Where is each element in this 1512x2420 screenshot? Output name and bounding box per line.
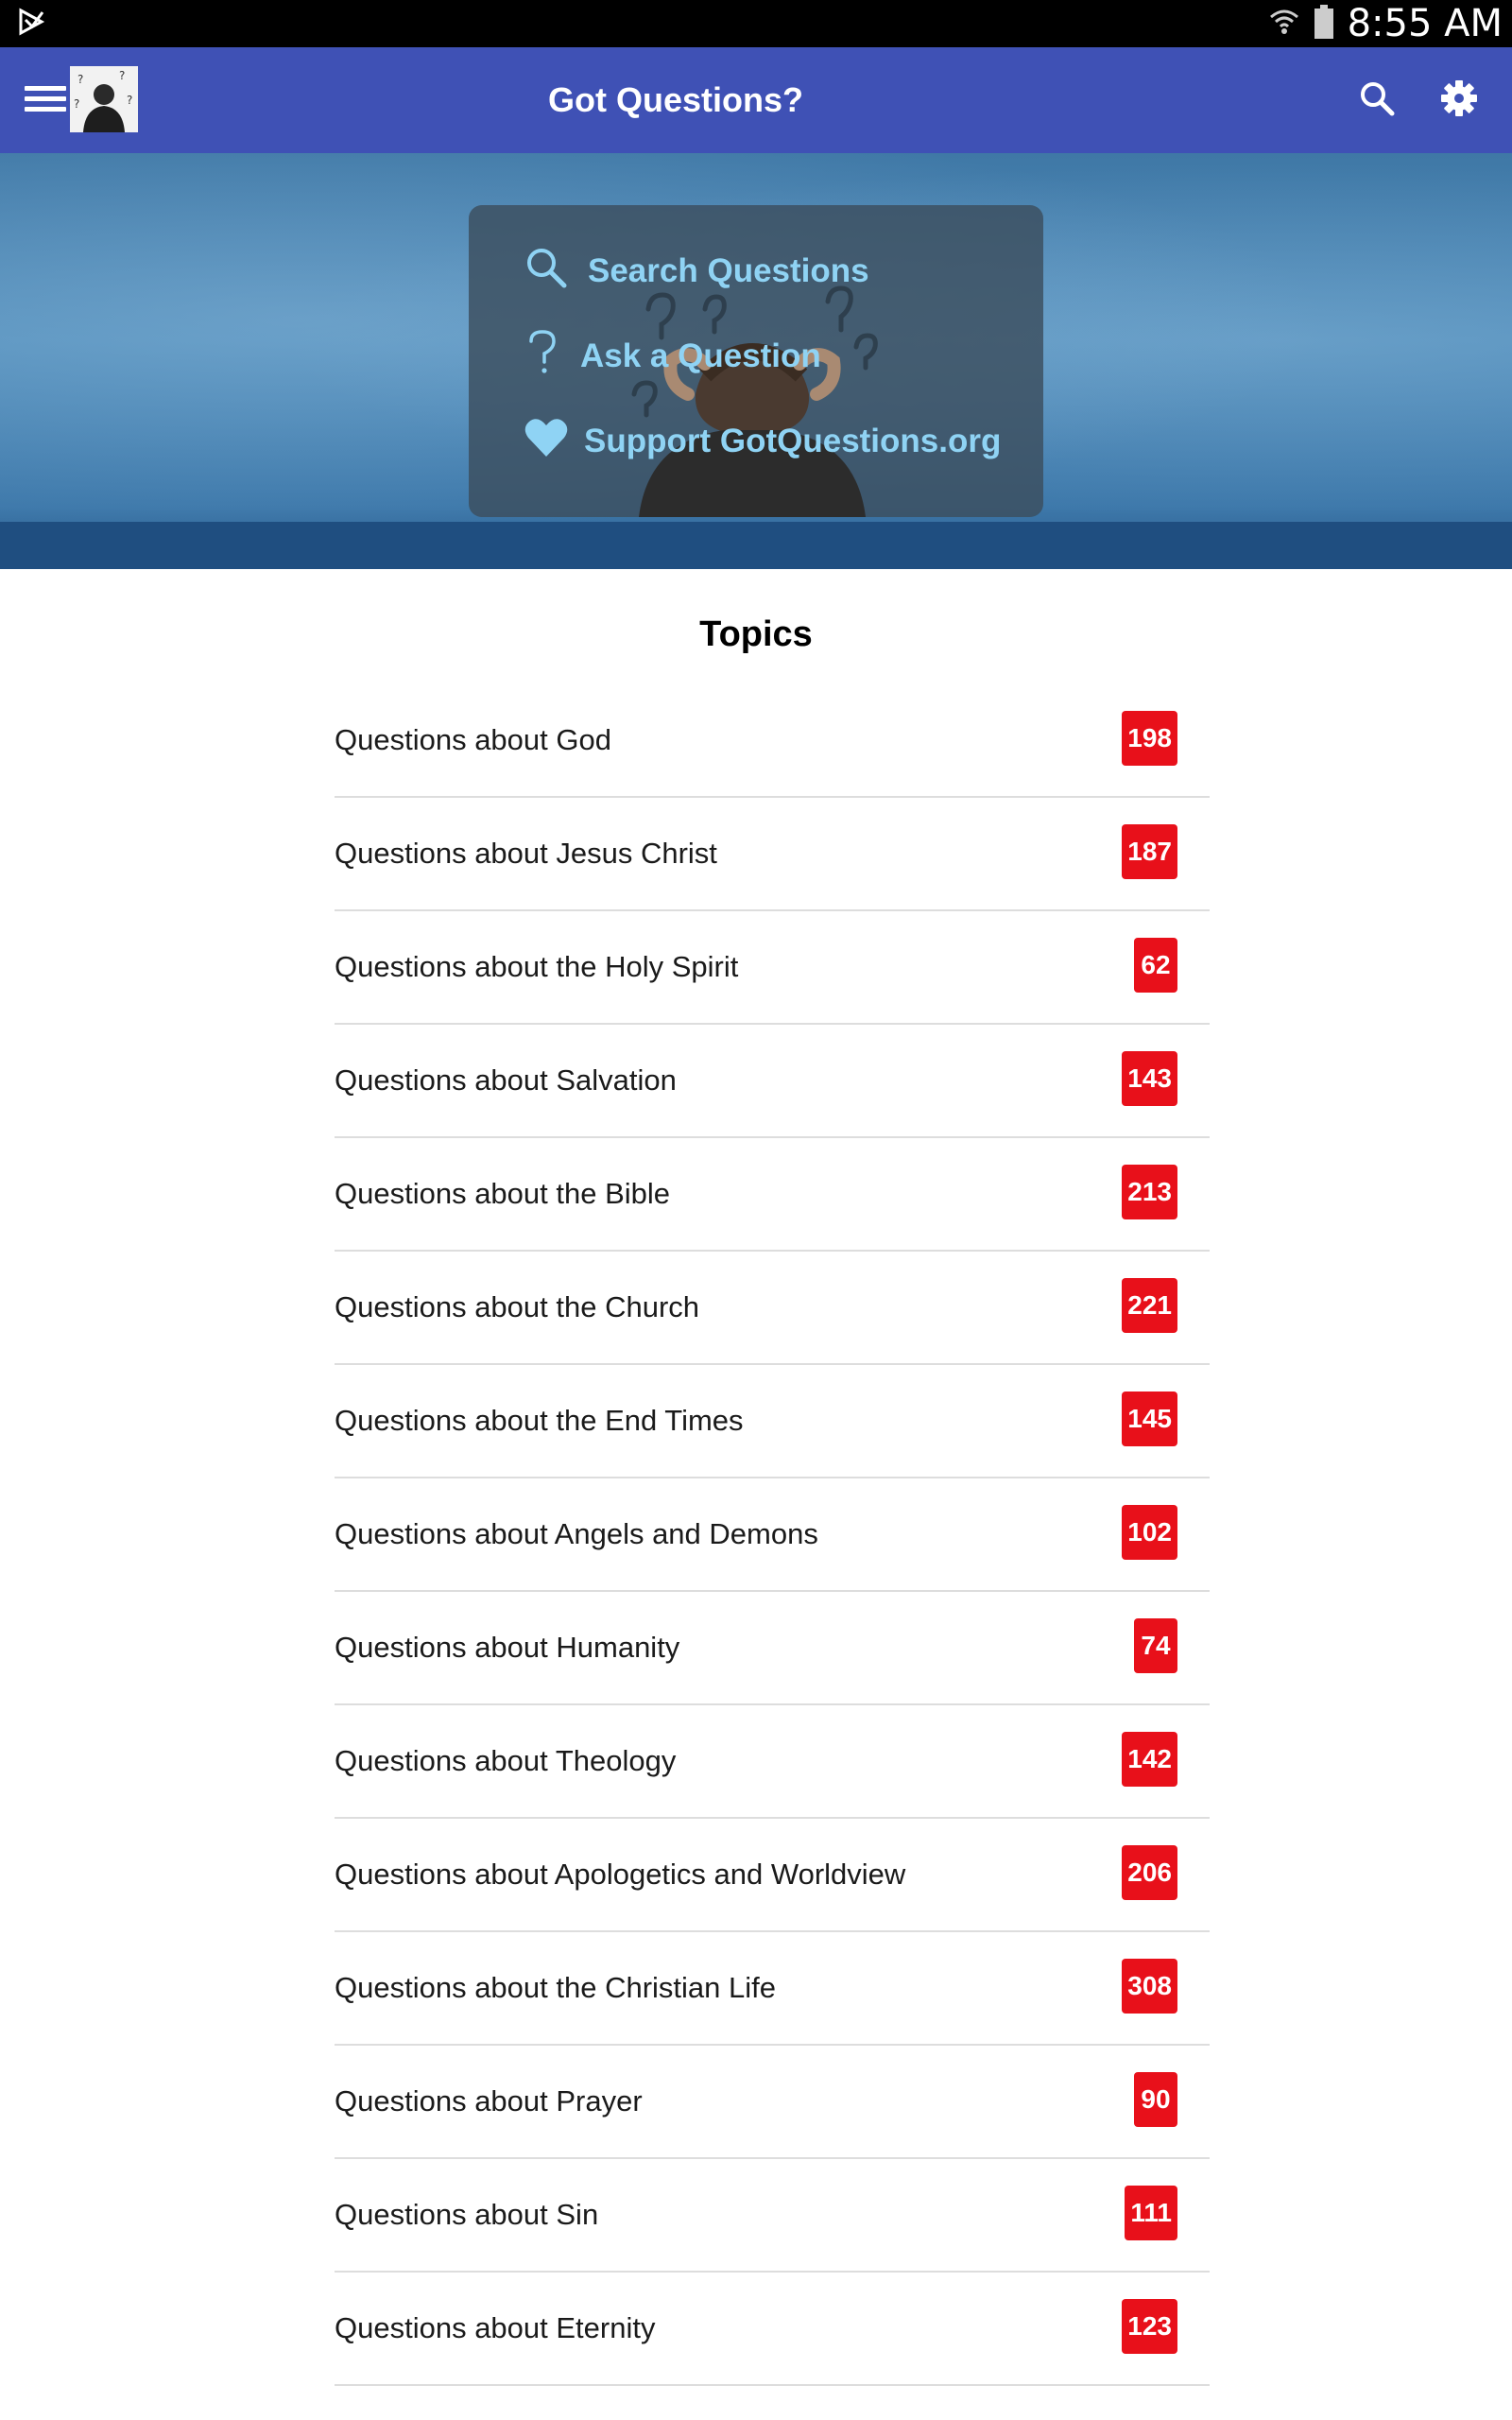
topic-list [335,684,1210,2386]
page-title: Got Questions? [548,80,803,119]
search-button[interactable] [1350,74,1403,127]
topic-count-badge: 90 [1134,2072,1177,2127]
topic-row[interactable] [335,2159,1210,2273]
svg-text:?: ? [77,73,84,86]
heart-icon [524,417,569,467]
topic-label: Questions about Humanity [335,1631,680,1664]
topic-row[interactable] [335,911,1210,1025]
hero-banner [0,153,1512,569]
settings-icon [1440,79,1478,122]
topic-label: Questions about Angels and Demons [335,1517,818,1550]
battery-icon [1314,4,1334,44]
topic-label: Questions about God [335,723,611,756]
topic-count-badge: 62 [1134,938,1177,993]
topic-count-badge: 187 [1122,824,1177,879]
topic-row[interactable] [335,1592,1210,1705]
topic-row[interactable] [335,2273,1210,2386]
topic-row[interactable] [335,1705,1210,1819]
topic-row[interactable] [335,1365,1210,1478]
topic-row[interactable] [335,2046,1210,2159]
topic-count-badge: 143 [1122,1051,1177,1106]
topic-count-badge: 213 [1122,1165,1177,1219]
topic-label: Questions about Sin [335,2198,599,2231]
topic-count-badge: 74 [1134,1618,1177,1673]
topic-label: Questions about Eternity [335,2311,656,2344]
topic-count-badge: 221 [1122,1278,1177,1333]
svg-text:?: ? [119,69,126,82]
support-label: Support GotQuestions.org [584,423,1002,459]
app-title-container [0,47,1351,153]
settings-button[interactable] [1433,74,1486,127]
search-questions-label: Search Questions [588,252,869,289]
status-time: 8:55 AM [1347,2,1503,45]
hero-panel [469,205,1043,517]
topic-row[interactable] [335,1252,1210,1365]
topic-label: Questions about the Bible [335,1177,671,1210]
topic-row[interactable] [335,1932,1210,2046]
svg-text:?: ? [74,97,80,111]
hero-band [0,522,1512,569]
topic-count-badge: 198 [1122,711,1177,766]
topic-label: Questions about the End Times [335,1404,744,1437]
topic-count-badge: 308 [1122,1959,1177,2014]
topic-label: Questions about Salvation [335,1063,677,1097]
topic-count-badge: 102 [1122,1505,1177,1560]
topic-count-badge: 123 [1122,2299,1177,2354]
topic-count-badge: 111 [1125,2186,1177,2240]
svg-text:?: ? [127,94,133,107]
topic-row[interactable] [335,1138,1210,1252]
status-bar [0,0,1512,47]
support-link[interactable] [524,423,1001,460]
topics-title: Topics [699,614,813,654]
menu-icon[interactable] [25,81,66,119]
topic-label: Questions about Prayer [335,2084,643,2118]
search-icon [1358,79,1396,122]
topic-count-badge: 142 [1122,1732,1177,1787]
ask-question-link[interactable] [524,337,821,375]
ask-question-label: Ask a Question [580,337,821,374]
wifi-icon [1268,6,1300,43]
app-bar [0,47,1512,153]
topic-count-badge: 145 [1122,1392,1177,1446]
search-questions-link[interactable] [524,252,869,290]
topic-row[interactable] [335,1025,1210,1138]
topic-label: Questions about Theology [335,1744,677,1777]
play-store-notification-icon [17,8,45,41]
app-logo[interactable] [70,66,138,132]
topic-row[interactable] [335,798,1210,911]
search-icon [524,245,569,299]
topic-row[interactable] [335,1819,1210,1932]
topic-label: Questions about Jesus Christ [335,837,717,870]
topic-label: Questions about the Church [335,1290,700,1323]
topic-label: Questions about the Holy Spirit [335,950,739,983]
topic-count-badge: 206 [1122,1845,1177,1900]
topic-row[interactable] [335,684,1210,798]
topic-label: Questions about Apologetics and Worldview [335,1858,906,1891]
topic-label: Questions about the Christian Life [335,1971,776,2004]
topic-row[interactable] [335,1478,1210,1592]
question-icon [524,328,561,386]
